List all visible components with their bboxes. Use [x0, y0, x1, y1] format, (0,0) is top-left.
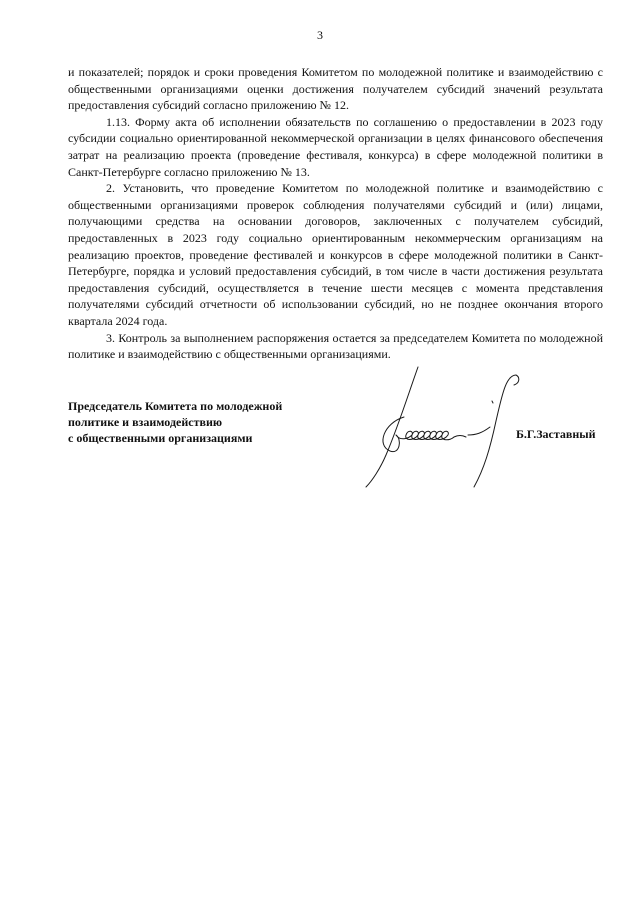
paragraph-3: 3. Контроль за выполнением распоряжения остается за председателем Комитета по молодежной политике и взаимодействию с общественными организациями. — [68, 330, 603, 362]
page-number: 3 — [317, 28, 323, 42]
signatory-position-line: политике и взаимодействию — [68, 415, 223, 429]
signatory-position-line: Председатель Комитета по молодежной — [68, 399, 283, 413]
paragraph-2: 2. Установить, что проведение Комитетом по молодежной политике и взаимодействию с общественными организациями проверок соблюдения получателями субсидий и (или) лицами, получающими средства на основании договоров, заключенных с получателем субсидий, предоставленных в 2023 году социально ориентированным некоммерческим организациям на реализацию проектов, проведение фестивалей и конкурсов в сфере молодежной политики в Санкт-Петербурге, порядка и условий предоставления субсидий, в том числе в части достижения результата предоставления субсидий, осуществляется в течение шести месяцев с момента представления получателями субсидий отчетности об использовании субсидий, но не позднее окончания второго квартала 2024 года. — [68, 181, 603, 328]
handwritten-signature — [356, 365, 526, 495]
signatory-position-line: с общественными организациями — [68, 431, 253, 445]
signatory-name: Б.Г.Заставный — [516, 427, 596, 441]
signatory-position — [68, 398, 328, 446]
paragraph-continuation: и показателей; порядок и сроки проведения Комитетом по молодежной политике и взаимодействию с общественными организациями оценки достижения получателем субсидий значений результата предоставления субсидий согласно приложению № 12. — [68, 65, 603, 113]
document-body — [68, 64, 603, 363]
paragraph-1-13: 1.13. Форму акта об исполнении обязательств по соглашению о предоставлении в 2023 году субсидии социально ориентированной некоммерческой организации в целях финансового обеспечения затрат на реализацию проекта (проведение фестиваля, конкурса) в сфере молодежной политики в Санкт-Петербурге согласно приложению № 13. — [68, 114, 603, 179]
